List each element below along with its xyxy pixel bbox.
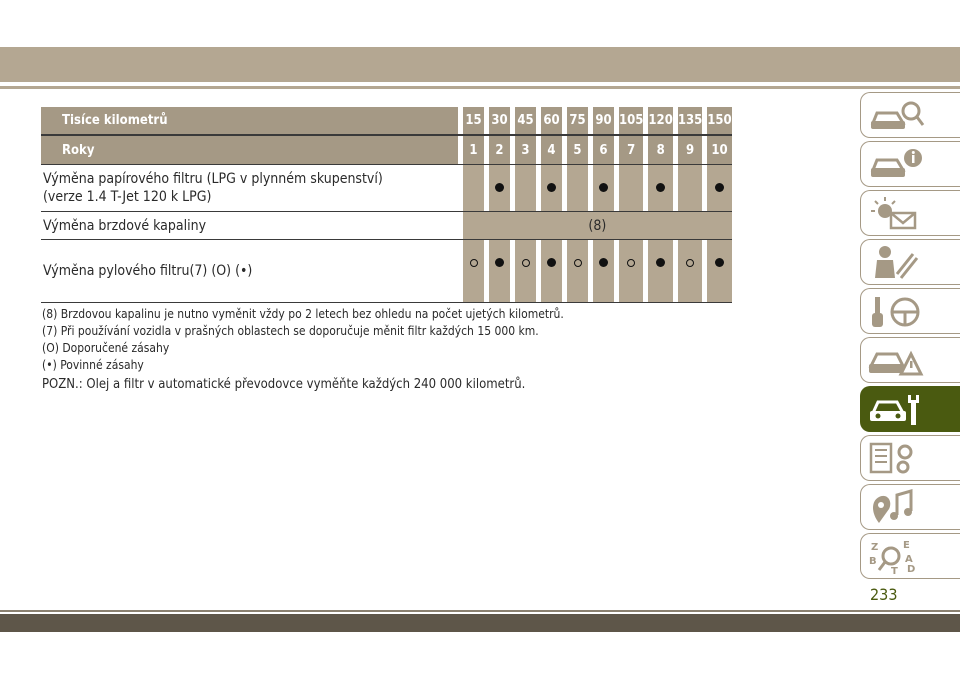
km-cell: 135 bbox=[678, 107, 702, 134]
footnotes bbox=[42, 306, 564, 393]
tab-car-info[interactable] bbox=[860, 141, 960, 187]
mandatory-dot-icon bbox=[495, 183, 504, 192]
mandatory-dot-icon bbox=[495, 258, 504, 267]
mark-cell bbox=[648, 240, 672, 302]
car-info-icon bbox=[867, 146, 927, 184]
span-note-cell: (8) bbox=[463, 212, 732, 239]
tab-seat-airbag[interactable] bbox=[860, 239, 960, 285]
tab-breakdown[interactable] bbox=[860, 337, 960, 383]
tab-key-steering[interactable] bbox=[860, 288, 960, 334]
recommended-ring-icon bbox=[686, 259, 694, 267]
year-cell: 9 bbox=[678, 136, 702, 164]
mandatory-dot-icon bbox=[715, 258, 724, 267]
mark-cell bbox=[707, 165, 731, 211]
recommended-ring-icon bbox=[522, 259, 530, 267]
tab-multimedia[interactable] bbox=[860, 484, 960, 530]
warning-lights-message-icon bbox=[867, 195, 927, 233]
car-search-icon bbox=[867, 97, 927, 135]
seat-airbag-icon bbox=[867, 244, 927, 282]
row-label: Výměna brzdové kapaliny bbox=[41, 212, 458, 239]
table-row bbox=[41, 240, 732, 302]
mark-cell bbox=[463, 240, 484, 302]
table-row bbox=[41, 212, 732, 239]
year-cell: 3 bbox=[515, 136, 536, 164]
recommended-ring-icon bbox=[627, 259, 635, 267]
km-cell: 45 bbox=[515, 107, 536, 134]
row-label: Výměna papírového filtru (LPG v plynném skupenství) (verze 1.4 T-Jet 120 k LPG) bbox=[41, 165, 458, 211]
index-icon bbox=[867, 538, 927, 576]
year-cell: 1 bbox=[463, 136, 484, 164]
mark-cell bbox=[619, 165, 643, 211]
mark-cell bbox=[541, 240, 562, 302]
table-row bbox=[41, 165, 732, 211]
km-cell: 105 bbox=[619, 107, 643, 134]
header-years-label: Roky bbox=[41, 136, 458, 164]
svg-text:E: E bbox=[903, 540, 910, 551]
year-cell: 10 bbox=[707, 136, 731, 164]
mark-cell bbox=[567, 240, 588, 302]
mark-cell bbox=[707, 240, 731, 302]
key-steering-wheel-icon bbox=[867, 293, 927, 331]
mark-cell bbox=[541, 165, 562, 211]
mandatory-dot-icon bbox=[656, 258, 665, 267]
km-cell: 30 bbox=[489, 107, 510, 134]
year-cell: 7 bbox=[619, 136, 643, 164]
footnote-7: (7) Při používání vozidla v prašných oblastech se doporučuje měnit filtr každých 15 000 km. bbox=[42, 324, 539, 338]
legend-recommended: (O) Doporučené zásahy bbox=[42, 341, 170, 355]
row-label: Výměna pylového filtru(7) (O) (•) bbox=[41, 240, 458, 302]
recommended-ring-icon bbox=[574, 259, 582, 267]
year-cell: 4 bbox=[541, 136, 562, 164]
year-cell: 8 bbox=[648, 136, 672, 164]
mandatory-dot-icon bbox=[715, 183, 724, 192]
svg-text:D: D bbox=[907, 564, 916, 575]
mandatory-dot-icon bbox=[599, 183, 608, 192]
table-header-years bbox=[41, 136, 732, 164]
specifications-gear-icon bbox=[867, 440, 927, 478]
svg-text:Z: Z bbox=[871, 542, 879, 553]
mark-cell bbox=[619, 240, 643, 302]
top-band bbox=[0, 47, 960, 82]
mark-cell bbox=[678, 240, 702, 302]
mark-cell bbox=[463, 165, 484, 211]
km-cell: 90 bbox=[593, 107, 614, 134]
svg-text:T: T bbox=[891, 566, 898, 576]
km-cell: 15 bbox=[463, 107, 484, 134]
mark-cell bbox=[515, 240, 536, 302]
km-cell: 150 bbox=[707, 107, 731, 134]
tab-index[interactable] bbox=[860, 533, 960, 579]
recommended-ring-icon bbox=[470, 259, 478, 267]
mandatory-dot-icon bbox=[599, 258, 608, 267]
mandatory-dot-icon bbox=[547, 183, 556, 192]
km-cell: 75 bbox=[567, 107, 588, 134]
car-maintenance-icon bbox=[867, 391, 927, 429]
km-cell: 120 bbox=[648, 107, 672, 134]
maintenance-schedule-table bbox=[41, 107, 732, 303]
car-breakdown-icon bbox=[867, 342, 927, 380]
mark-cell bbox=[678, 165, 702, 211]
tab-maintenance[interactable] bbox=[860, 386, 960, 432]
svg-text:A: A bbox=[905, 554, 913, 565]
year-cell: 6 bbox=[593, 136, 614, 164]
mark-cell bbox=[515, 165, 536, 211]
mark-cell bbox=[567, 165, 588, 211]
footnote-8: (8) Brzdovou kapalinu je nutno vyměnit vždy po 2 letech bez ohledu na počet ujetých kilometrů. bbox=[42, 307, 564, 321]
mark-cell bbox=[648, 165, 672, 211]
year-cell: 2 bbox=[489, 136, 510, 164]
km-cell: 60 bbox=[541, 107, 562, 134]
tab-specifications[interactable] bbox=[860, 435, 960, 481]
bottom-band bbox=[0, 614, 960, 632]
mark-cell bbox=[593, 240, 614, 302]
mark-cell bbox=[489, 165, 510, 211]
multimedia-icon bbox=[867, 489, 927, 527]
mandatory-dot-icon bbox=[656, 183, 665, 192]
year-cell: 5 bbox=[567, 136, 588, 164]
note-transmission: POZN.: Olej a filtr v automatické převodovce vyměňte každých 240 000 kilometrů. bbox=[42, 377, 526, 392]
legend-mandatory: (•) Povinné zásahy bbox=[42, 358, 144, 372]
tab-car-search[interactable] bbox=[860, 92, 960, 138]
top-rule bbox=[0, 86, 960, 89]
mandatory-dot-icon bbox=[547, 258, 556, 267]
header-km-label: Tisíce kilometrů bbox=[41, 107, 458, 134]
bottom-rule bbox=[0, 610, 960, 612]
table-header-km bbox=[41, 107, 732, 134]
page-number: 233 bbox=[870, 585, 898, 604]
mark-cell bbox=[593, 165, 614, 211]
tab-warning-lights[interactable] bbox=[860, 190, 960, 236]
mark-cell bbox=[489, 240, 510, 302]
svg-text:B: B bbox=[869, 556, 877, 567]
